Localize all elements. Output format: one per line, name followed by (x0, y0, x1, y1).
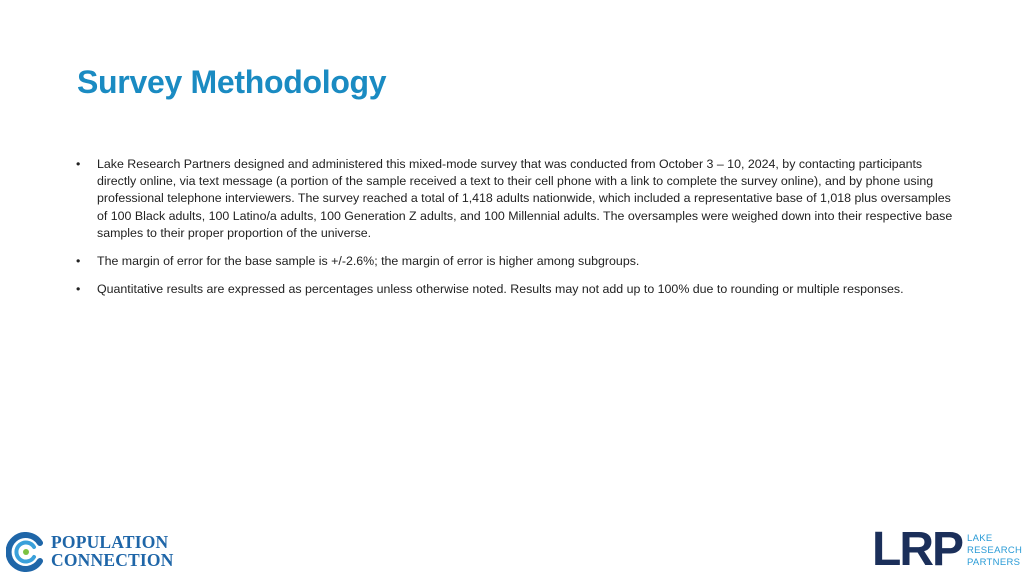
methodology-bullet-list (76, 156, 956, 309)
bullet-marker: • (76, 282, 81, 297)
logo-text-line: RESEARCH (967, 545, 1023, 556)
lrp-logo (872, 523, 1023, 576)
logo-text-line: POPULATION (51, 532, 169, 552)
bullet-text: Lake Research Partners designed and administered this mixed-mode survey that was conducted from October 3 – 10, 2024, by contacting participants directly online, via text message (a portion of the sample received a text to their cell phone with a link to complete the survey online), and by phone using professional telephone interviewers. The survey reached a total of 1,418 adults nationwide, which included a representative base of 1,018 plus oversamples of 100 Black adults, 100 Latino/a adults, 100 Generation Z adults, and 100 Millennial adults. The oversamples were weighed down into their respective base samples to their proper proportion of the universe. (97, 157, 953, 240)
logo-text-line: LAKE (967, 533, 993, 544)
page-title: Survey Methodology (77, 64, 387, 100)
bullet-item (76, 253, 956, 270)
bullet-marker: • (76, 157, 81, 171)
lrp-letters: LRP (872, 523, 962, 576)
population-connection-logo (6, 530, 196, 570)
population-connection-icon (6, 532, 46, 572)
bullet-item (76, 281, 956, 298)
bullet-marker: • (76, 254, 81, 269)
bullet-text: The margin of error for the base sample is +/-2.6%; the margin of error is higher among subgroups. (97, 254, 640, 269)
bullet-item (76, 156, 956, 242)
logo-text-line: PARTNERS (967, 557, 1021, 568)
bullet-text: Quantitative results are expressed as percentages unless otherwise noted. Results may not add up to 100% due to rounding or multiple responses. (97, 282, 904, 297)
logo-text-line: CONNECTION (51, 550, 174, 570)
